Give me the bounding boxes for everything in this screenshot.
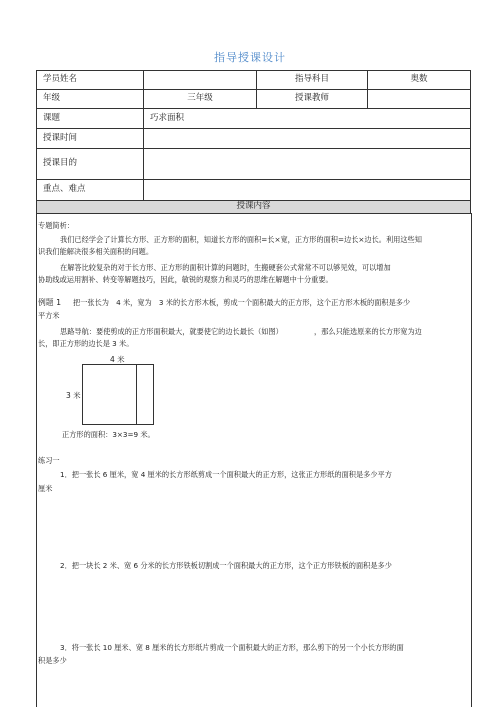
key-points-value[interactable] xyxy=(144,180,471,201)
question-3-line-1: 3．将一张长 10 厘米、宽 8 厘米的长方形纸片剪成一个面积最大的正方形，那么剪下的另一个小长方形的面 xyxy=(60,643,404,652)
diagram-length-label: 4 米 xyxy=(110,355,125,364)
intro-heading: 专题简析： xyxy=(38,221,74,230)
intro-paragraph-2-line-1: 在解答比较复杂的对于长方形、正方形的面积计算的问题时，生搬硬套公式常常不可以够见效，可以增加 xyxy=(60,263,391,272)
teacher-label: 授课教师 xyxy=(257,90,368,109)
intro-paragraph-2-line-2: 协助线或运用割补、转变等解题技巧，因此，敏锐的观察力和灵巧的思维在解题中十分重要。 xyxy=(38,275,333,284)
example-1-hint-line-2: 长，即正方形的边长是 3 米。 xyxy=(38,339,134,348)
question-1-line-2: 厘米 xyxy=(38,484,53,493)
goal-value[interactable] xyxy=(144,149,471,180)
subject-value[interactable]: 奥数 xyxy=(368,71,471,90)
goal-label: 授课目的 xyxy=(37,149,144,180)
grade-label: 年级 xyxy=(37,90,144,109)
topic-value[interactable]: 巧求面积 xyxy=(144,109,471,129)
intro-paragraph-1-line-1: 我们已经学会了计算长方形、正方形的面积，知道长方形的面积=长×宽，正方形的面积=边长×边长。利用这些知 xyxy=(60,235,422,244)
student-name-value[interactable] xyxy=(144,71,257,90)
student-name-label: 学员姓名 xyxy=(37,71,144,90)
topic-label: 课题 xyxy=(37,109,144,129)
page-title: 指导授课设计 xyxy=(214,51,286,64)
example-1-line-1: 把一张长为 4 米，宽为 3 米的长方形木板，剪成一个面积最大的正方形，这个正方形木板的面积是多少 xyxy=(73,298,411,307)
teacher-value[interactable] xyxy=(368,90,471,109)
key-points-label: 重点、难点 xyxy=(37,180,144,201)
lesson-info-table xyxy=(36,70,471,214)
rectangle-diagram xyxy=(82,364,154,425)
content-banner: 授课内容 xyxy=(37,201,471,214)
time-label: 授课时间 xyxy=(37,129,144,149)
question-2-line-1: 2．把一块长 2 米、宽 6 分米的长方形铁板切割成一个面积最大的正方形，这个正方形铁板的面积是多少 xyxy=(60,561,392,570)
example-1-label: 例题 1 xyxy=(38,298,62,307)
square-cut-line xyxy=(136,365,137,424)
example-1-line-2: 平方米 xyxy=(38,311,60,320)
intro-paragraph-1-line-2: 识我们能解决很多相关面积的问题。 xyxy=(38,247,154,256)
subject-label: 指导科目 xyxy=(257,71,368,90)
example-1-hint-line-1b: ，那么只能选原来的长方形宽为边 xyxy=(314,327,422,336)
question-1-line-1: 1．把一张长 6 厘米，宽 4 厘米的长方形纸剪成一个面积最大的正方形，这张正方形纸的面积是多少平方 xyxy=(60,470,392,479)
practice-heading: 练习一 xyxy=(38,456,60,465)
question-3-line-2: 积是多少 xyxy=(38,656,67,665)
time-value[interactable] xyxy=(144,129,471,149)
lesson-content-area xyxy=(36,213,472,707)
grade-value[interactable]: 三年级 xyxy=(144,90,257,109)
example-1-hint-line-1a: 思路导航：要使剪成的正方形面积最大，就要使它的边长最长（如图） xyxy=(60,327,283,336)
example-1-answer: 正方形的面积：3×3=9 米。 xyxy=(62,430,155,439)
diagram-width-label: 3 米 xyxy=(66,391,81,400)
